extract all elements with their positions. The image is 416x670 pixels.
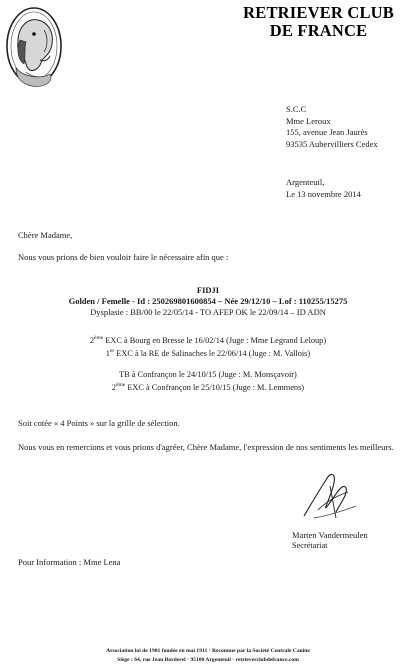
closing-paragraph: Nous vous en remercions et vous prions d'agréer, Chère Madame, l'expression de nos sentiments les meilleurs.	[18, 442, 394, 452]
club-title-line1: RETRIEVER CLUB	[243, 3, 394, 22]
recipient-address	[286, 104, 378, 150]
recipient-line: 93535 Aubervilliers Cedex	[286, 138, 378, 149]
letter-place: Argenteuil,	[286, 177, 325, 187]
dog-name: FIDJI	[196, 285, 220, 295]
footer-line-2: Siège : 64, rue Jean Borderel · 95100 Argenteuil · retrieverclubdefrance.com	[117, 657, 299, 663]
handwritten-signature-icon	[296, 466, 366, 524]
club-title	[243, 4, 394, 40]
show-result-line: 2ème EXC à Confrançon le 25/10/15 (Juge : M. Lemmens)	[111, 382, 305, 393]
letter-date: Le 13 novembre 2014	[286, 188, 361, 199]
dog-health-tests: Dysplasie : BB/00 le 22/05/14 - TO AFEP OK le 22/09/14 – ID ADN	[90, 307, 326, 317]
signer-name: Marten Vandermeulen	[292, 530, 368, 540]
footer-line-1: Association loi de 1901 fondée en mai 1911 · Reconnue par la Société Centrale Canine	[106, 648, 310, 654]
show-result-line: 2ème EXC à Bourg en Bresse le 16/02/14 (Juge : Mme Legrand Leloup)	[89, 335, 327, 345]
salutation: Chère Madame,	[18, 230, 73, 240]
place-date	[286, 177, 361, 200]
show-result-line: TB à Confrançon le 24/10/15 (Juge : M. Monsçavoir)	[119, 370, 297, 379]
dog-identification: Golden / Femelle - Id : 250269801600854 – Née 29/12/10 – Lof : 110255/15275	[68, 296, 348, 306]
recipient-line: S.C.C	[286, 104, 307, 114]
club-title-line2: DE FRANCE	[269, 21, 368, 40]
for-information: Pour Information : Mme Lena	[18, 557, 121, 567]
points-statement: Soit cotée « 4 Points » sur la grille de sélection.	[18, 418, 180, 428]
show-result-line: 1er EXC à la RE de Salinaches le 22/06/14 (Juge : M. Vallois)	[105, 348, 311, 358]
intro-text: Nous vous prions de bien vouloir faire le nécessaire afin que :	[18, 252, 229, 262]
recipient-line: 155, avenue Jean Jaurès	[286, 127, 368, 137]
retriever-logo-icon	[4, 2, 70, 90]
show-results-group-1	[0, 333, 416, 359]
show-results-group-2	[0, 369, 416, 393]
signer-role: Secrétariat	[292, 541, 328, 550]
recipient-line: Mme Leroux	[286, 115, 331, 126]
